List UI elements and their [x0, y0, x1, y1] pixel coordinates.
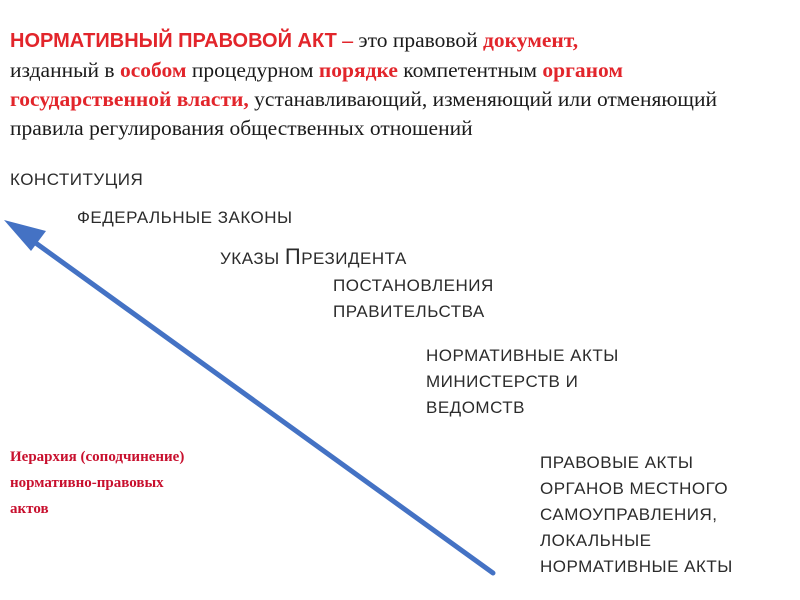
keyword-state-power: государственной власти,	[10, 87, 249, 111]
decrees-capital-letter: П	[284, 244, 302, 269]
level-ministry-acts: НОРМАТИВНЫЕ АКТЫ МИНИСТЕРСТВ И ВЕДОМСТВ	[426, 346, 619, 417]
decrees-word-rest: РЕЗИДЕНТА	[301, 249, 407, 268]
definition-text-1: это правовой	[358, 28, 484, 52]
keyword-document: документ,	[483, 28, 579, 52]
keyword-order: порядке	[318, 58, 398, 82]
definition-text-2: изданный в	[10, 58, 120, 82]
keyword-special: особом	[119, 58, 187, 82]
level-presidential-decrees	[220, 244, 407, 272]
definition-text-5: устанавливающий, изменяющий или отменяющий правила регулирования общественных отношений	[10, 87, 717, 140]
level-constitution: КОНСТИТУЦИЯ	[10, 170, 144, 189]
hierarchy-caption: Иерархия (соподчинение) нормативно-правовых актов	[10, 449, 185, 517]
level-local-acts: ПРАВОВЫЕ АКТЫ ОРГАНОВ МЕСТНОГО САМОУПРАВЛЕНИЯ, ЛОКАЛЬНЫЕ НОРМАТИВНЫЕ АКТЫ	[540, 453, 733, 576]
definition-dash: –	[336, 28, 359, 52]
definition-text-4: компетентным	[397, 58, 543, 82]
level-federal-laws: ФЕДЕРАЛЬНЫЕ ЗАКОНЫ	[77, 208, 293, 227]
decrees-word: УКАЗЫ	[220, 249, 285, 268]
definition-text-3: процедурном	[186, 58, 319, 82]
keyword-body: органом	[542, 58, 623, 82]
level-government-resolutions: ПОСТАНОВЛЕНИЯ ПРАВИТЕЛЬСТВА	[333, 276, 494, 321]
definition-term: НОРМАТИВНЫЙ ПРАВОВОЙ АКТ	[10, 30, 337, 52]
